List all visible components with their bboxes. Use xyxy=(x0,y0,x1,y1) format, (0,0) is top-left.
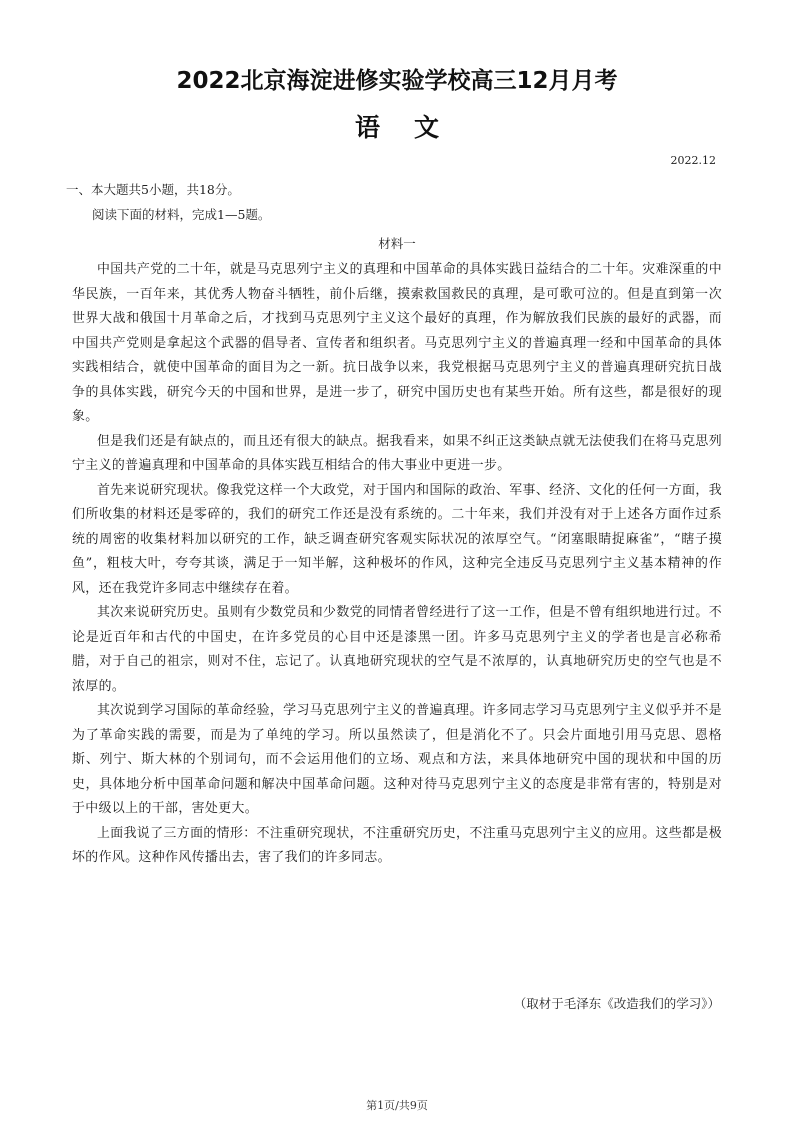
subject-title: 语文 xyxy=(354,113,473,142)
material-label: 材料一 xyxy=(378,236,416,251)
paragraph: 上面我说了三方面的情形：不注重研究现状，不注重研究历史，不注重马克思列宁主义的应用。这些都是极坏的作风。这种作风传播出去，害了我们的许多同志。 xyxy=(72,825,722,865)
paragraph: 其次说到学习国际的革命经验，学习马克思列宁主义的普遍真理。许多同志学习马克思列宁主义似乎并不是为了革命实践的需要，而是为了单纯的学习。所以虽然读了，但是消化不了。只会片面地引用马克思、恩格斯、列宁、斯大林的个别词句，而不会运用他们的立场、观点和方法，来具体地研究中国的现状和中国的历史，具体地分析中国革命问题和解决中国革命问题。这种对待马克思列宁主义的态度是非常有害的，特别是对于中级以上的干部，害处更大。 xyxy=(72,703,722,816)
source-citation: （取材于毛泽东《改造我们的学习》） xyxy=(513,996,720,1011)
material-body xyxy=(72,258,722,871)
paragraph: 其次来说研究历史。虽则有少数党员和少数党的同情者曾经进行了这一工作，但是不曾有组织地进行过。不论是近百年和古代的中国史，在许多党员的心目中还是漆黑一团。许多马克思列宁主义的学者也是言必称希腊，对于自己的祖宗，则对不住，忘记了。认真地研究现状的空气是不浓厚的，认真地研究历史的空气也是不浓厚的。 xyxy=(72,605,722,694)
page-number: 第1页/共9页 xyxy=(366,1099,428,1112)
paragraph: 中国共产党的二十年，就是马克思列宁主义的真理和中国革命的具体实践日益结合的二十年。灾难深重的中华民族，一百年来，其优秀人物奋斗牺牲，前仆后继，摸索救国救民的真理，是可歌可泣的。但是直到第一次世界大战和俄国十月革命之后，才找到马克思列宁主义这个最好的真理，作为解放我们民族的最好的武器，而中国共产党则是拿起这个武器的倡导者、宣传者和组织者。马克思列宁主义的普遍真理一经和中国革命的具体实践相结合，就使中国革命的面目为之一新。抗日战争以来，我党根据马克思列宁主义的普遍真理研究抗日战争的具体实践，研究今天的中国和世界，是进一步了，研究中国历史也有某些开始。所有这些，都是很好的现象。 xyxy=(72,262,722,424)
reading-instruction: 阅读下面的材料，完成1—5题。 xyxy=(92,207,271,222)
exam-date: 2022.12 xyxy=(670,154,716,167)
paragraph: 首先来说研究现状。像我党这样一个大政党，对于国内和国际的政治、军事、经济、文化的任何一方面，我们所收集的材料还是零碎的，我们的研究工作还是没有系统的。二十年来，我们并没有对于上述各方面作过系统的周密的收集材料加以研究的工作，缺乏调查研究客观实际状况的浓厚空气。“闭塞眼睛捉麻雀”，“瞎子摸鱼”，粗枝大叶，夸夸其谈，满足于一知半解，这种极坏的作风，这种完全违反马克思列宁主义基本精神的作风，还在我党许多同志中继续存在着。 xyxy=(72,482,722,596)
paragraph: 但是我们还是有缺点的，而且还有很大的缺点。据我看来，如果不纠正这类缺点就无法使我们在将马克思列宁主义的普遍真理和中国革命的具体实践互相结合的伟大事业中更进一步。 xyxy=(72,433,722,473)
section-heading: 一、本大题共5小题，共18分。 xyxy=(66,182,240,197)
exam-title: 2022北京海淀进修实验学校高三12月月考 xyxy=(176,68,618,94)
